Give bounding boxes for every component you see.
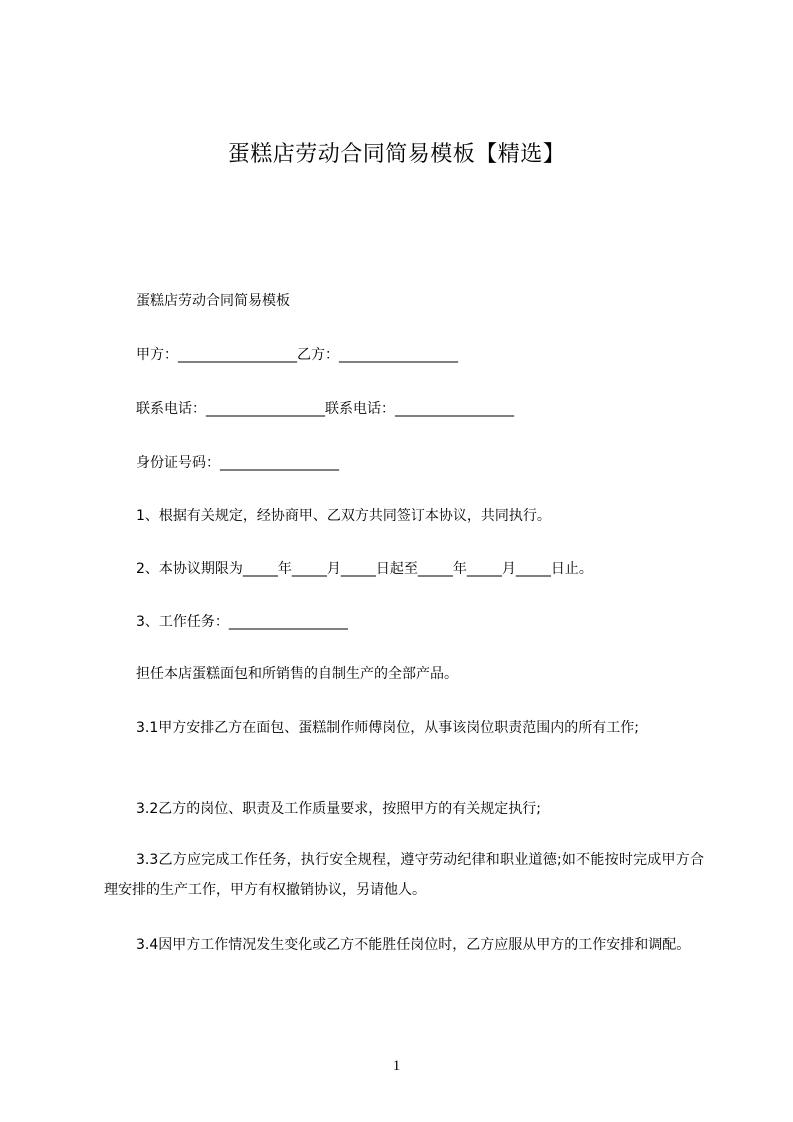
clause-2: 2、本协议期限为_____年_____月_____日起至_____年_____月_____日止。	[136, 561, 593, 577]
clause-3-4: 3.4因甲方工作情况发生变化或乙方不能胜任岗位时，乙方应服从甲方的工作安排和调配。	[136, 937, 691, 953]
party-line: 甲方：_________________乙方：_________________	[136, 347, 458, 363]
document-title: 蛋糕店劳动合同简易模板【精选】	[227, 142, 566, 167]
clause-3: 3、工作任务：_________________	[136, 614, 348, 630]
id-number-line: 身份证号码：_________________	[136, 455, 339, 471]
clause-3-3: 3.3乙方应完成工作任务，执行安全规程，遵守劳动纪律和职业道德;如不能按时完成甲方合理安排的生产工作，甲方有权撤销协议，另请他人。	[104, 852, 704, 898]
clause-3-2: 3.2乙方的岗位、职责及工作质量要求，按照甲方的有关规定执行;	[136, 801, 541, 817]
subtitle: 蛋糕店劳动合同简易模板	[136, 293, 290, 309]
clause-1: 1、根据有关规定，经协商甲、乙双方共同签订本协议，共同执行。	[136, 508, 551, 524]
clause-3-1: 3.1甲方安排乙方在面包、蛋糕制作师傅岗位，从事该岗位职责范围内的所有工作;	[136, 720, 639, 736]
page-number: 1	[392, 1058, 401, 1074]
phone-line: 联系电话：_________________联系电话：_________________	[136, 401, 514, 417]
job-description: 担任本店蛋糕面包和所销售的自制生产的全部产品。	[136, 666, 458, 682]
